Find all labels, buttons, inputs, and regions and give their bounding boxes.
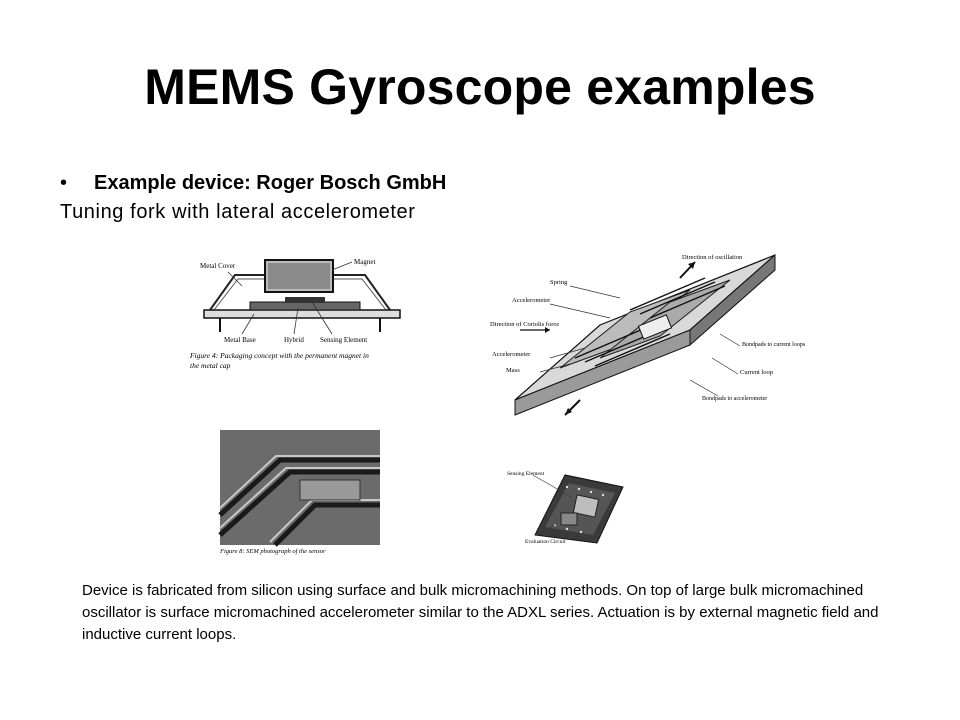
subtitle-text: Tuning fork with lateral accelerometer	[60, 201, 416, 223]
bullet-text: Example device: Roger Bosch GmbH	[94, 172, 447, 194]
label-accelerometer-top: Accelerometer	[512, 297, 551, 304]
sem-figure	[220, 430, 380, 555]
label-direction-oscillation: Direction of oscillation	[682, 254, 743, 261]
label-mass: Mass	[506, 367, 520, 374]
device-description: Device is fabricated from silicon using surface and bulk micromachining methods. On top of large bulk micromachined oscillator is surface micromachined accelerometer similar to the ADXL series. Actuation is by external magnetic field and inductive current loops.	[82, 582, 879, 643]
label-hybrid: Hybrid	[284, 336, 304, 344]
label-direction-coriolis: Direction of Coriolis force	[490, 321, 560, 328]
label-evaluation-circuit: Evaluation Circuit	[525, 539, 566, 545]
chip-figure	[505, 465, 630, 545]
label-metal-base: Metal Base	[224, 336, 256, 344]
sem-caption: Figure 8: SEM photograph of the sensor	[220, 548, 326, 555]
structure-figure	[490, 250, 806, 425]
label-bondpads-accel: Bondpads to accelerometer	[702, 396, 768, 402]
packaging-caption-line1: Figure 4: Packaging concept with the permanent magnet in	[190, 351, 369, 360]
label-chip-sensing-element: Sensing Element	[507, 471, 545, 477]
slide-title: MEMS Gyroscope examples	[144, 59, 816, 115]
label-spring: Spring	[550, 279, 568, 286]
label-metal-cover: Metal Cover	[200, 262, 236, 270]
label-bondpads-current: Bondpads to current loops	[742, 342, 806, 348]
label-current-loop: Current loop	[740, 369, 774, 376]
bullet-dot-icon: •	[60, 172, 68, 194]
label-accelerometer-bottom: Accelerometer	[492, 351, 531, 358]
bullet-item	[60, 172, 446, 195]
packaging-figure	[190, 250, 420, 375]
label-magnet: Magnet	[354, 258, 376, 266]
label-sensing-element: Sensing Element	[320, 336, 368, 344]
packaging-caption-line2: the metal cap	[190, 361, 231, 370]
